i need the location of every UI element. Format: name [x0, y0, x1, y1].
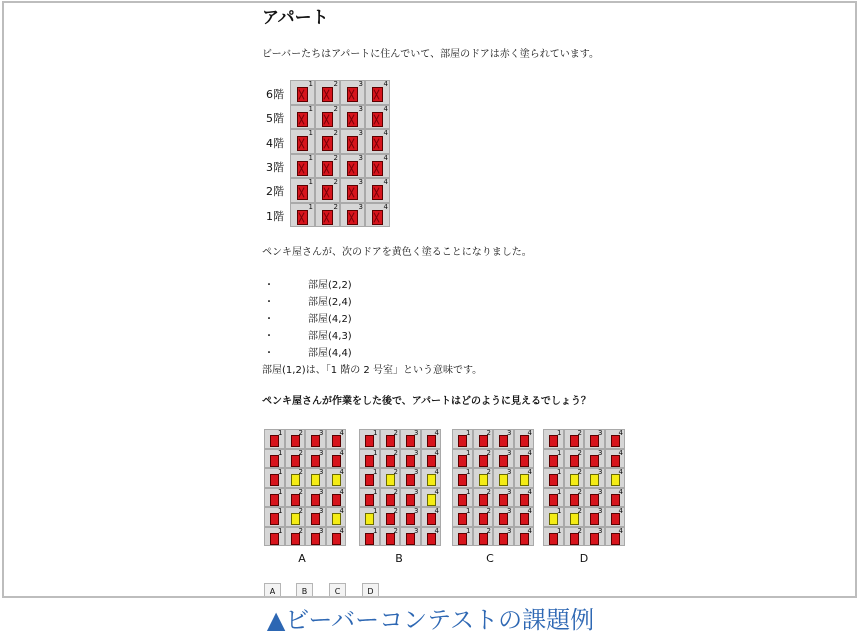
room-number: 2	[486, 487, 491, 496]
room-cell	[493, 527, 514, 547]
task-title: アパート	[262, 8, 329, 28]
room-cell	[285, 507, 306, 527]
room-cell	[605, 527, 626, 547]
room-cell	[285, 468, 306, 488]
room-cell	[493, 468, 514, 488]
room-cell	[584, 527, 605, 547]
room-number: 1	[466, 448, 471, 457]
room-cell	[264, 527, 285, 547]
red-door	[372, 87, 383, 102]
room-cell	[543, 429, 564, 449]
room-number: 1	[308, 178, 313, 186]
room-number: 1	[278, 448, 283, 457]
room-number: 1	[373, 526, 378, 535]
room-cell	[564, 429, 585, 449]
room-number: 2	[393, 429, 398, 437]
room-cell	[315, 129, 340, 154]
room-number: 2	[298, 487, 303, 496]
room-cell	[473, 429, 494, 449]
room-cell	[305, 507, 326, 527]
option-a-label: A	[298, 552, 306, 565]
room-cell	[264, 429, 285, 449]
room-number: 1	[278, 468, 283, 476]
room-number: 3	[598, 448, 603, 457]
room-cell	[315, 154, 340, 179]
room-number: 1	[557, 468, 562, 476]
room-number: 2	[298, 429, 303, 437]
room-number: 2	[486, 429, 491, 437]
room-number: 4	[618, 526, 623, 535]
room-cell	[400, 468, 421, 488]
room-number: 1	[373, 507, 378, 515]
room-cell	[543, 468, 564, 488]
room-cell	[365, 80, 390, 105]
room-number: 3	[507, 526, 512, 535]
room-number: 1	[466, 507, 471, 515]
red-door	[322, 112, 333, 127]
room-cell	[400, 429, 421, 449]
room-number: 2	[393, 487, 398, 496]
red-door	[372, 136, 383, 151]
room-number: 1	[308, 153, 313, 162]
floor-label: 6階	[266, 88, 284, 101]
room-cell	[400, 527, 421, 547]
room-cell	[514, 468, 535, 488]
room-number: 4	[618, 468, 623, 476]
red-door	[347, 112, 358, 127]
room-number: 4	[383, 80, 388, 88]
floor-label: 5階	[266, 112, 284, 125]
room-cell	[564, 488, 585, 508]
answer-d-button[interactable]: D	[362, 583, 379, 598]
room-cell	[326, 488, 347, 508]
room-number: 2	[298, 507, 303, 515]
room-number: 2	[577, 468, 582, 476]
room-cell	[326, 429, 347, 449]
room-number: 3	[598, 526, 603, 535]
room-cell	[493, 507, 514, 527]
floor-label: 4階	[266, 137, 284, 150]
room-cell	[584, 488, 605, 508]
room-number: 1	[557, 507, 562, 515]
room-cell	[564, 468, 585, 488]
room-number: 2	[393, 526, 398, 535]
room-cell	[365, 154, 390, 179]
room-cell	[315, 105, 340, 130]
room-number: 2	[393, 448, 398, 457]
room-number: 3	[598, 487, 603, 496]
room-number: 4	[434, 448, 439, 457]
room-number: 1	[308, 104, 313, 113]
room-number: 4	[339, 487, 344, 496]
room-cell	[305, 488, 326, 508]
room-cell	[380, 429, 401, 449]
room-number: 4	[339, 448, 344, 457]
red-door	[297, 185, 308, 200]
room-item: 部屋(2,2)	[308, 280, 352, 291]
room-cell	[421, 449, 442, 469]
room-number: 2	[486, 526, 491, 535]
room-number: 3	[358, 80, 363, 88]
room-number: 3	[507, 468, 512, 476]
option-c-label: C	[486, 552, 494, 565]
room-number: 4	[618, 507, 623, 515]
room-cell	[359, 527, 380, 547]
room-cell	[421, 488, 442, 508]
room-number: 4	[383, 104, 388, 113]
room-number: 3	[414, 487, 419, 496]
room-cell	[365, 129, 390, 154]
room-cell	[305, 468, 326, 488]
room-cell	[380, 507, 401, 527]
room-item: 部屋(4,4)	[308, 348, 352, 359]
room-cell	[421, 468, 442, 488]
room-cell	[290, 80, 315, 105]
room-number: 2	[298, 526, 303, 535]
room-number: 1	[308, 129, 313, 137]
room-number: 4	[527, 526, 532, 535]
floor-label: 3階	[266, 161, 284, 174]
note-text: 部屋(1,2)は、「1 階の 2 号室」という意味です。	[262, 365, 483, 376]
room-number: 1	[373, 448, 378, 457]
room-number: 2	[486, 507, 491, 515]
room-number: 3	[507, 429, 512, 437]
room-cell	[290, 105, 315, 130]
room-number: 4	[434, 487, 439, 496]
room-cell	[380, 488, 401, 508]
room-number: 2	[333, 178, 338, 186]
room-number: 1	[466, 468, 471, 476]
room-number: 4	[434, 526, 439, 535]
room-number: 2	[577, 429, 582, 437]
red-door	[372, 161, 383, 176]
room-number: 4	[383, 178, 388, 186]
room-cell	[421, 429, 442, 449]
room-cell	[340, 178, 365, 203]
room-cell	[514, 527, 535, 547]
room-cell	[543, 488, 564, 508]
room-number: 4	[339, 507, 344, 515]
red-door	[322, 87, 333, 102]
room-cell	[305, 429, 326, 449]
room-cell	[452, 488, 473, 508]
room-item: 部屋(2,4)	[308, 297, 352, 308]
list-bullet: ・	[264, 314, 274, 325]
room-number: 2	[486, 448, 491, 457]
room-cell	[359, 488, 380, 508]
room-number: 4	[527, 429, 532, 437]
room-cell	[493, 429, 514, 449]
room-number: 2	[333, 80, 338, 88]
room-number: 4	[618, 429, 623, 437]
room-number: 1	[373, 429, 378, 437]
room-number: 1	[466, 487, 471, 496]
room-number: 3	[507, 507, 512, 515]
room-cell	[365, 178, 390, 203]
room-cell	[452, 527, 473, 547]
room-number: 4	[527, 468, 532, 476]
room-cell	[605, 468, 626, 488]
room-number: 1	[373, 468, 378, 476]
room-number: 2	[393, 507, 398, 515]
room-number: 3	[319, 429, 324, 437]
room-number: 3	[319, 448, 324, 457]
room-number: 4	[434, 507, 439, 515]
room-number: 2	[577, 448, 582, 457]
red-door	[347, 210, 358, 225]
option-b-label: B	[395, 552, 403, 565]
room-number: 2	[298, 448, 303, 457]
list-bullet: ・	[264, 331, 274, 342]
room-cell	[326, 468, 347, 488]
room-number: 3	[507, 487, 512, 496]
room-cell	[290, 178, 315, 203]
room-cell	[380, 527, 401, 547]
room-number: 1	[557, 526, 562, 535]
room-number: 2	[577, 507, 582, 515]
room-cell	[340, 129, 365, 154]
task-panel	[2, 1, 857, 598]
room-cell	[605, 429, 626, 449]
red-door	[297, 161, 308, 176]
room-number: 2	[333, 202, 338, 211]
room-cell	[493, 449, 514, 469]
red-door	[297, 136, 308, 151]
room-number: 1	[308, 80, 313, 88]
answer-c-button[interactable]: C	[329, 583, 346, 598]
room-number: 1	[466, 429, 471, 437]
room-number: 3	[319, 468, 324, 476]
red-door	[372, 210, 383, 225]
red-door	[347, 185, 358, 200]
room-number: 3	[598, 468, 603, 476]
room-number: 4	[434, 468, 439, 476]
room-number: 2	[333, 153, 338, 162]
room-number: 3	[414, 507, 419, 515]
room-number: 2	[393, 468, 398, 476]
room-cell	[326, 527, 347, 547]
room-item: 部屋(4,3)	[308, 331, 352, 342]
room-number: 1	[278, 429, 283, 437]
room-cell	[305, 527, 326, 547]
red-door	[322, 185, 333, 200]
room-cell	[584, 449, 605, 469]
room-number: 4	[527, 448, 532, 457]
red-door	[372, 185, 383, 200]
room-number: 3	[414, 526, 419, 535]
room-item: 部屋(4,2)	[308, 314, 352, 325]
room-cell	[584, 468, 605, 488]
red-door	[347, 161, 358, 176]
room-cell	[564, 449, 585, 469]
room-cell	[326, 507, 347, 527]
room-cell	[473, 468, 494, 488]
room-cell	[564, 507, 585, 527]
room-number: 4	[618, 448, 623, 457]
list-bullet: ・	[264, 348, 274, 359]
room-cell	[315, 80, 340, 105]
room-cell	[380, 449, 401, 469]
room-cell	[421, 507, 442, 527]
intro-text: ビーバーたちはアパートに住んでいて、部屋のドアは赤く塗られています。	[262, 49, 599, 60]
room-number: 3	[358, 129, 363, 137]
room-number: 4	[339, 429, 344, 437]
instruction-text: ペンキ屋さんが、次のドアを黄色く塗ることになりました。	[262, 247, 532, 258]
room-cell	[359, 468, 380, 488]
room-cell	[473, 507, 494, 527]
room-cell	[584, 429, 605, 449]
room-cell	[473, 527, 494, 547]
room-cell	[340, 203, 365, 228]
room-cell	[605, 449, 626, 469]
room-cell	[400, 449, 421, 469]
room-number: 1	[557, 429, 562, 437]
room-cell	[400, 507, 421, 527]
room-cell	[543, 449, 564, 469]
room-number: 1	[308, 202, 313, 211]
room-number: 2	[333, 104, 338, 113]
answer-b-button[interactable]: B	[296, 583, 313, 598]
room-cell	[543, 507, 564, 527]
room-number: 3	[598, 429, 603, 437]
room-number: 1	[557, 487, 562, 496]
room-cell	[340, 154, 365, 179]
room-number: 4	[383, 153, 388, 162]
room-number: 4	[434, 429, 439, 437]
room-number: 4	[339, 526, 344, 535]
red-door	[322, 136, 333, 151]
room-number: 4	[383, 202, 388, 211]
room-number: 1	[278, 507, 283, 515]
room-cell	[473, 488, 494, 508]
room-cell	[452, 429, 473, 449]
red-door	[322, 161, 333, 176]
question-text: ペンキ屋さんが作業をした後で、アパートはどのように見えるでしょう？	[262, 396, 591, 407]
room-cell	[584, 507, 605, 527]
red-door	[297, 210, 308, 225]
room-cell	[290, 129, 315, 154]
room-cell	[493, 488, 514, 508]
red-door	[297, 87, 308, 102]
room-number: 2	[577, 526, 582, 535]
room-cell	[340, 80, 365, 105]
room-cell	[359, 449, 380, 469]
room-cell	[340, 105, 365, 130]
room-cell	[285, 429, 306, 449]
room-cell	[452, 449, 473, 469]
list-bullet: ・	[264, 280, 274, 291]
room-cell	[605, 488, 626, 508]
red-door	[322, 210, 333, 225]
floor-label: 1階	[266, 210, 284, 223]
room-cell	[315, 203, 340, 228]
room-number: 3	[414, 429, 419, 437]
room-number: 3	[319, 487, 324, 496]
list-bullet: ・	[264, 297, 274, 308]
room-cell	[421, 527, 442, 547]
option-d-label: D	[579, 552, 589, 565]
room-cell	[564, 527, 585, 547]
room-cell	[264, 507, 285, 527]
room-cell	[514, 449, 535, 469]
room-cell	[290, 154, 315, 179]
room-cell	[543, 527, 564, 547]
room-number: 2	[298, 468, 303, 476]
room-number: 4	[527, 507, 532, 515]
room-number: 4	[618, 487, 623, 496]
red-door	[347, 136, 358, 151]
room-number: 1	[278, 526, 283, 535]
red-door	[372, 112, 383, 127]
room-cell	[514, 429, 535, 449]
room-cell	[359, 507, 380, 527]
room-number: 3	[319, 507, 324, 515]
room-number: 2	[333, 129, 338, 137]
red-door	[347, 87, 358, 102]
room-cell	[326, 449, 347, 469]
room-cell	[365, 203, 390, 228]
room-cell	[452, 507, 473, 527]
room-number: 3	[358, 104, 363, 113]
room-cell	[365, 105, 390, 130]
room-cell	[452, 468, 473, 488]
room-number: 3	[507, 448, 512, 457]
room-number: 4	[527, 487, 532, 496]
room-number: 3	[358, 202, 363, 211]
figure-caption: ▲ビーバーコンテストの課題例	[266, 606, 595, 634]
room-cell	[264, 468, 285, 488]
red-door	[297, 112, 308, 127]
room-number: 1	[466, 526, 471, 535]
room-number: 4	[383, 129, 388, 137]
room-number: 4	[339, 468, 344, 476]
room-cell	[264, 488, 285, 508]
room-number: 3	[414, 448, 419, 457]
room-cell	[264, 449, 285, 469]
room-cell	[605, 507, 626, 527]
room-number: 2	[486, 468, 491, 476]
floor-label: 2階	[266, 185, 284, 198]
room-number: 1	[278, 487, 283, 496]
room-number: 3	[358, 153, 363, 162]
room-cell	[514, 507, 535, 527]
room-cell	[473, 449, 494, 469]
room-number: 1	[373, 487, 378, 496]
room-number: 2	[577, 487, 582, 496]
room-number: 3	[414, 468, 419, 476]
room-cell	[359, 429, 380, 449]
room-cell	[380, 468, 401, 488]
room-number: 3	[358, 178, 363, 186]
room-cell	[290, 203, 315, 228]
room-cell	[315, 178, 340, 203]
room-number: 1	[557, 448, 562, 457]
room-cell	[285, 527, 306, 547]
room-number: 3	[319, 526, 324, 535]
room-cell	[285, 488, 306, 508]
room-cell	[400, 488, 421, 508]
room-number: 3	[598, 507, 603, 515]
answer-a-button[interactable]: A	[264, 583, 281, 598]
room-cell	[514, 488, 535, 508]
room-cell	[305, 449, 326, 469]
room-cell	[285, 449, 306, 469]
